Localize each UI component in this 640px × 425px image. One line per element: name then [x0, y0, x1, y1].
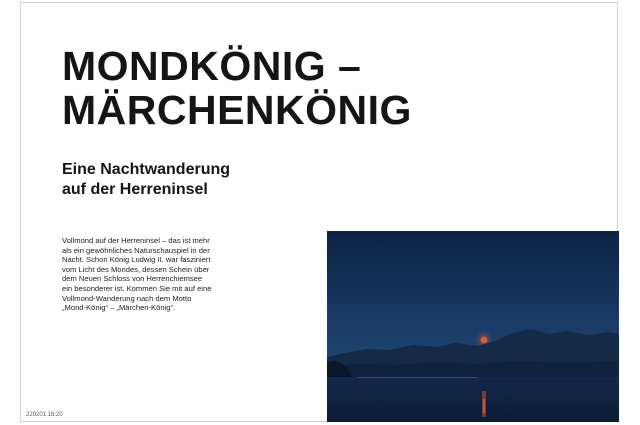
headline-line-1: MONDKÖNIG –: [62, 43, 362, 89]
shore-lights: [357, 377, 477, 378]
moonrise-over-lake-photo: [327, 231, 619, 422]
body-line: Nacht. Schon König Ludwig II. war fasziniert: [62, 255, 211, 265]
footer-slug: 220201.16:20: [26, 412, 63, 418]
moon-reflection-core: [483, 399, 485, 413]
headline: [62, 44, 412, 132]
body-text: [62, 236, 282, 313]
body-line: ein besonderer ist. Kommen Sie mit auf eine: [62, 283, 212, 293]
body-line: Vollmond auf der Herreninsel – das ist mehr: [62, 236, 210, 245]
subheadline-line-2: auf der Herreninsel: [62, 181, 208, 198]
body-line: vom Licht des Mondes, dessen Schein über: [62, 264, 210, 274]
body-line: als ein gewöhnliches Naturschauspiel in der: [62, 245, 210, 255]
lake: [327, 377, 619, 422]
moon: [481, 337, 488, 344]
headline-line-2: MÄRCHENKÖNIG: [62, 87, 412, 133]
body-line: dem Neuen Schloss von Herrenchiemsee: [62, 274, 203, 284]
body-line: „Mond-König“ – „Märchen-König“.: [62, 303, 176, 313]
photo-illustration: [327, 231, 619, 422]
subheadline: [62, 160, 230, 200]
body-line: Vollmond-Wanderung nach dem Motto: [62, 293, 192, 303]
subheadline-line-1: Eine Nachtwanderung: [62, 161, 231, 178]
